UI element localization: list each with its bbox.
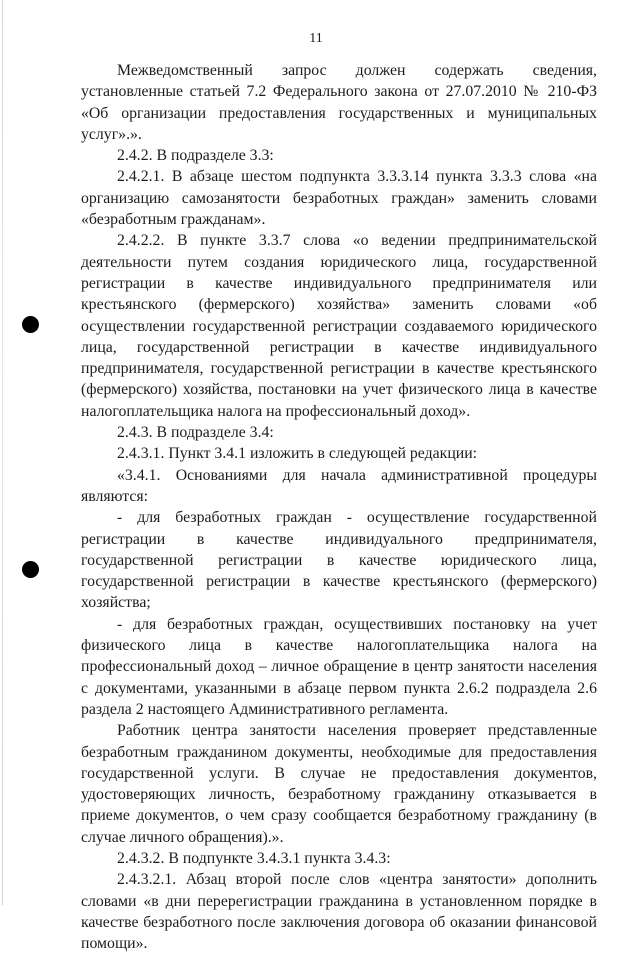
paragraph: 2.4.3.2.1. Абзац второй после слов «центра занятости» дополнить словами «в дни перерегистрации гражданина в установленном порядке в качестве безработного после заключения договора об оказании финансовой помощи». (81, 871, 597, 953)
paragraph: 2.4.3.1. Пункт 3.4.1 изложить в следующей редакции: (117, 445, 478, 463)
paragraph: Межведомственный запрос должен содержать сведения, установленные статьей 7.2 Федерального закона от 27.07.2010 № 210-ФЗ «Об организации предоставления государственных и муниципальных услуг».». (81, 62, 597, 143)
binder-hole-mark (22, 316, 39, 333)
paragraph: 2.4.2.2. В пункте 3.3.7 слова «о ведении предпринимательской деятельности путем создания юридического лица, государственной регистрации в качестве индивидуального предпринимателя или крестьянского (фермерского) хозяйства» заменить словами «об осуществлении государственной регистрации создаваемого юридического лица, государственной регистрации в качестве индивидуального предпринимателя, государственной регистрации в качестве крестьянского (фермерского) хозяйства, постановки на учет физического лица в качестве налогоплательщика налога на профессиональный доход». (81, 232, 597, 420)
paragraph: «3.4.1. Основаниями для начала административной процедуры являются: (81, 466, 597, 505)
paragraph: 2.4.3. В подразделе 3.4: (117, 424, 274, 442)
paragraph: 2.4.3.2. В подпункте 3.4.3.1 пункта 3.4.3: (117, 849, 391, 867)
scan-edge-line (2, 0, 3, 905)
paragraph: Работник центра занятости населения проверяет представленные безработным гражданином документы, необходимые для предоставления государственной услуги. В случае не предоставления документов, удостоверяющих личность, безработному гражданину отказывается в приеме документов, о чем сразу сообщается безработному гражданину (в случае личного обращения).». (81, 722, 597, 846)
paragraph: 2.4.2. В подразделе 3.3: (117, 147, 274, 165)
paragraph: - для безработных граждан - осуществление государственной регистрации в качестве индивидуального предпринимателя, государственной регистрации в качестве юридического лица, государственной регистрации в качестве крестьянского (фермерского) хозяйства; (81, 509, 597, 612)
paragraph: 2.4.2.1. В абзаце шестом подпункта 3.3.3.14 пункта 3.3.3 слова «на организацию самозанятости безработных граждан» заменить словами «безработным гражданам». (81, 168, 597, 229)
paragraph: - для безработных граждан, осуществивших постановку на учет физического лица в качестве налогоплательщика налога на профессиональный доход – личное обращение в центр занятости населения с документами, указанными в абзаце первом пункта 2.6.2 подраздела 2.6 раздела 2 настоящего Административного регламента. (81, 615, 597, 718)
binder-hole-mark (22, 561, 39, 578)
document-body (81, 60, 597, 954)
page-number: 11 (309, 31, 323, 46)
